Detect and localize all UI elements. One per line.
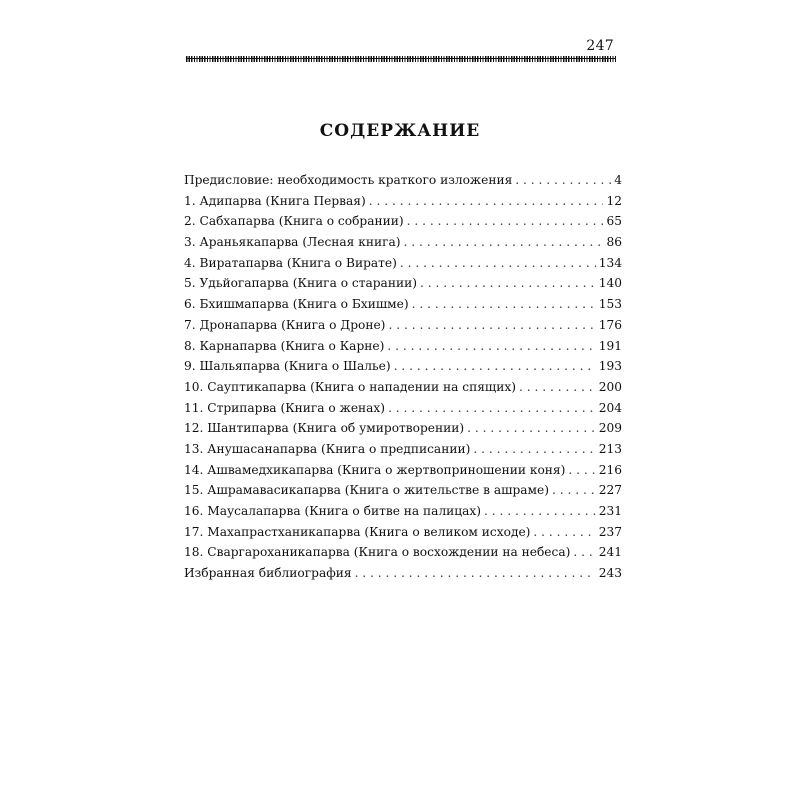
toc-entry-label: 13. Анушасанапарва (Книга о предписании) [184, 441, 471, 456]
dot-leader [387, 336, 595, 357]
toc-entry [184, 232, 622, 253]
toc-entry-page: 200 [598, 379, 622, 394]
dot-leader [412, 294, 596, 315]
toc-entry-page: 12 [606, 193, 622, 208]
toc-entry-label: 9. Шальяпарва (Книга о Шалье) [184, 359, 391, 374]
toc-entry-page: 140 [598, 276, 622, 291]
toc-entry-label: 2. Сабхапарва (Книга о собрании) [184, 214, 404, 229]
toc-entry [184, 191, 622, 212]
toc-entry-page: 243 [598, 566, 622, 581]
toc-entry [184, 542, 622, 563]
toc-entry-label: 15. Ашрамавасикапарва (Книга о жительстве в ашраме) [184, 483, 549, 498]
toc-entry [184, 418, 622, 439]
dot-leader [420, 273, 596, 294]
toc-entry [184, 377, 622, 398]
toc-entry-label: 11. Стрипарва (Книга о женах) [184, 400, 386, 415]
toc-entry-label: 16. Маусалапарва (Книга о битве на палицах) [184, 504, 482, 518]
toc-entry [184, 460, 622, 481]
toc-entry-label: 1. Адипарва (Книга Первая) [184, 193, 366, 208]
dot-leader [552, 480, 596, 501]
toc-entry-page: 209 [598, 421, 622, 436]
toc-entry-page: 204 [598, 400, 622, 415]
toc-entry [184, 501, 622, 522]
dot-leader [473, 439, 595, 460]
toc-entry [184, 170, 622, 191]
toc-entry-label: 7. Дронапарва (Книга о Дроне) [184, 317, 386, 332]
toc-entry-page: 237 [598, 524, 622, 539]
dot-leader [533, 522, 595, 543]
dot-leader [400, 253, 596, 274]
toc-entry-label: 12. Шантипарва (Книга об умиротворении) [184, 421, 465, 436]
toc-entry-page: 241 [598, 545, 622, 560]
toc-entry [184, 563, 622, 584]
toc-entry [184, 336, 622, 357]
toc-entry-page: 134 [598, 255, 622, 270]
toc-title: СОДЕРЖАНИЕ [319, 121, 481, 141]
toc-entry-label: 18. Сваргароханикапарва (Книга о восхождении на небеса) [184, 545, 571, 560]
toc-entry-page: 65 [606, 214, 622, 229]
dot-leader [355, 563, 596, 584]
dot-leader [519, 377, 596, 398]
toc-entry-page: 176 [598, 317, 622, 332]
toc-entry-page: 193 [598, 359, 622, 374]
toc-entry-label: 14. Ашвамедхикапарва (Книга о жертвоприношении коня) [184, 462, 566, 477]
toc-entry-label: 10. Сауптикапарва (Книга о нападении на спящих) [184, 379, 516, 394]
toc-entry-page: 213 [598, 441, 622, 456]
toc-entry-page: 4 [614, 173, 622, 187]
dot-leader [467, 418, 596, 439]
toc-entry [184, 480, 622, 501]
toc-entry [184, 398, 622, 419]
toc-entry [184, 253, 622, 274]
dot-leader [484, 501, 596, 522]
toc-entry [184, 273, 622, 294]
toc-entry-label: 17. Махапрастханикапарва (Книга о великом исходе) [184, 524, 531, 539]
toc-entry [184, 356, 622, 377]
dot-leader [573, 542, 595, 563]
dot-leader [369, 191, 604, 212]
toc-entry [184, 294, 622, 315]
toc-entry-page: 216 [598, 462, 622, 477]
dot-leader [388, 315, 595, 336]
toc-entry-label: 4. Виратапарва (Книга о Вирате) [184, 255, 397, 270]
toc-entry-page: 86 [606, 235, 622, 250]
dot-leader [388, 398, 596, 419]
dot-leader [407, 211, 604, 232]
header-rule [186, 56, 616, 62]
table-of-contents [184, 170, 622, 584]
toc-entry-label: 3. Араньякапарва (Лесная книга) [184, 235, 401, 250]
toc-entry-label: Предисловие: необходимость краткого изложения [184, 173, 513, 187]
page-number: 247 [586, 38, 614, 54]
toc-entry [184, 439, 622, 460]
toc-entry-label: 6. Бхишмапарва (Книга о Бхишме) [184, 297, 409, 312]
dot-leader [394, 356, 596, 377]
toc-entry-label: Избранная библиография [184, 566, 352, 581]
dot-leader [515, 170, 611, 191]
dot-leader [404, 232, 604, 253]
toc-entry-page: 191 [598, 338, 622, 353]
toc-entry [184, 211, 622, 232]
dot-leader [568, 460, 595, 481]
toc-entry-label: 8. Карнапарва (Книга о Карне) [184, 338, 385, 353]
toc-entry-page: 227 [598, 483, 622, 498]
toc-entry [184, 522, 622, 543]
toc-entry-label: 5. Удьйогапарва (Книга о старании) [184, 276, 417, 291]
toc-entry [184, 315, 622, 336]
toc-entry-page: 231 [598, 504, 622, 518]
toc-entry-page: 153 [598, 297, 622, 312]
